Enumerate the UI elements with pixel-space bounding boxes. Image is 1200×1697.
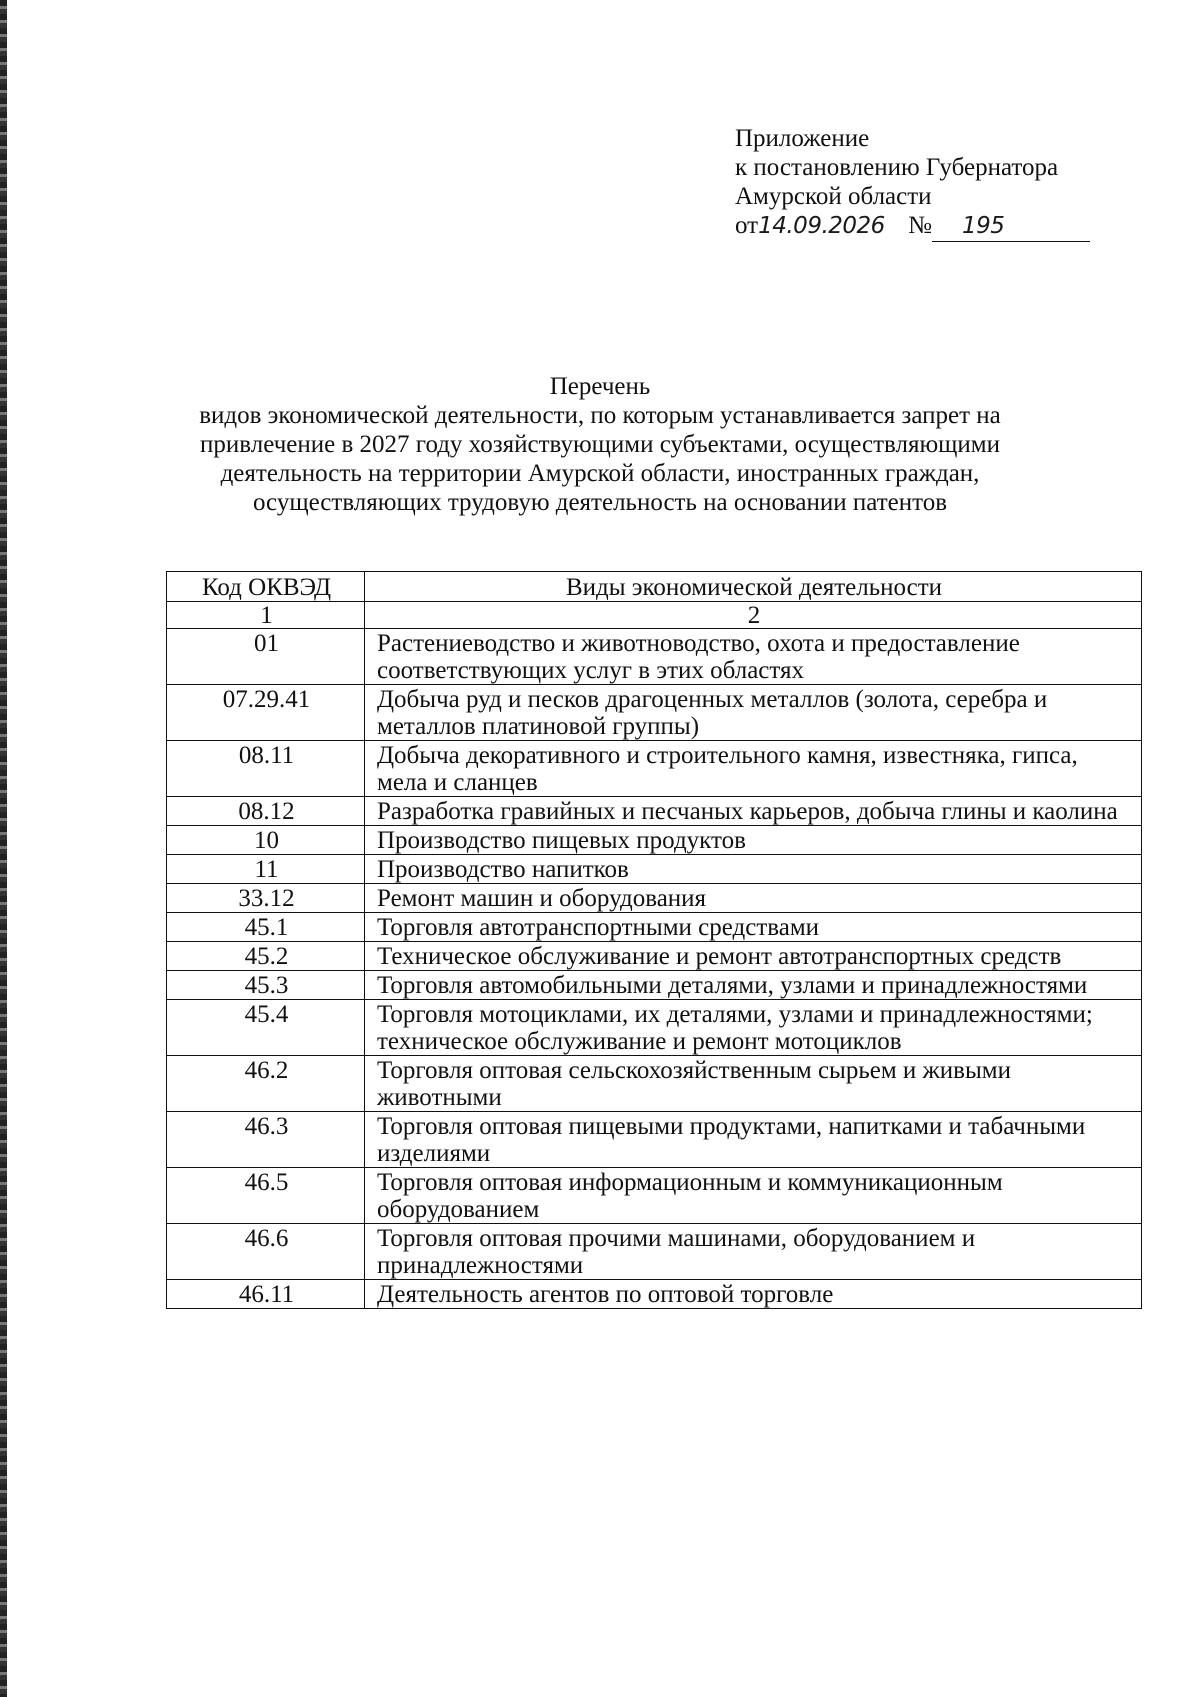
okved-code: 10 [167,826,365,855]
handwritten-date: 14.09.2026 [758,213,885,239]
activity-description: Торговля оптовая сельскохозяйственным сырьем и живыми животными [365,1056,1142,1112]
table-row [167,741,1142,797]
okved-code: 08.12 [167,797,365,826]
okved-code: 01 [167,629,365,685]
table-row [167,1224,1142,1280]
okved-code: 11 [167,855,365,884]
appendix-date-line [735,211,1090,242]
table-row [167,942,1142,971]
header-code: Код ОКВЭД [167,572,365,602]
activity-description: Техническое обслуживание и ремонт автотранспортных средств [365,942,1142,971]
okved-code: 07.29.41 [167,685,365,741]
activity-description: Растениеводство и животноводство, охота и предоставление соответствующих услуг в этих областях [365,629,1142,685]
okved-table [166,571,1142,1309]
column-number-row [167,602,1142,629]
table-row [167,855,1142,884]
okved-code: 46.2 [167,1056,365,1112]
activity-description: Производство напитков [365,855,1142,884]
okved-code: 33.12 [167,884,365,913]
document-title [150,372,1050,517]
table-row [167,797,1142,826]
title-heading: Перечень [549,373,651,400]
okved-code: 45.4 [167,1000,365,1056]
appendix-line-2: к постановлению Губернатора [735,154,1059,181]
appendix-line-3: Амурской области [735,183,932,210]
activity-description: Торговля автотранспортными средствами [365,913,1142,942]
activity-description: Ремонт машин и оборудования [365,884,1142,913]
table-row [167,1280,1142,1309]
activity-description: Торговля оптовая прочими машинами, оборудованием и принадлежностями [365,1224,1142,1280]
activity-description: Торговля мотоциклами, их деталями, узлами и принадлежностями; техническое обслуживание и ремонт мотоциклов [365,1000,1142,1056]
activity-description: Деятельность агентов по оптовой торговле [365,1280,1142,1309]
title-line-3: деятельность на территории Амурской области, иностранных граждан, [220,460,980,487]
activity-description: Торговля оптовая пищевыми продуктами, напитками и табачными изделиями [365,1112,1142,1168]
table-row [167,685,1142,741]
table-row [167,1168,1142,1224]
okved-code: 46.6 [167,1224,365,1280]
table-row [167,629,1142,685]
title-line-2: привлечение в 2027 году хозяйствующими субъектами, осуществляющими [200,431,1000,458]
table-row [167,913,1142,942]
activity-description: Добыча декоративного и строительного камня, известняка, гипса, мела и сланцев [365,741,1142,797]
table-row [167,826,1142,855]
okved-code: 45.2 [167,942,365,971]
okved-code: 08.11 [167,741,365,797]
okved-code: 46.11 [167,1280,365,1309]
handwritten-number: 195 [932,212,1090,242]
column-number-2: 2 [365,602,1142,629]
activity-description: Торговля оптовая информационным и коммуникационным оборудованием [365,1168,1142,1224]
table-row [167,971,1142,1000]
activity-description: Торговля автомобильными деталями, узлами и принадлежностями [365,971,1142,1000]
table-header-row [167,572,1142,602]
table-row [167,884,1142,913]
title-line-4: осуществляющих трудовую деятельность на основании патентов [252,489,948,516]
appendix-block [735,124,1090,242]
table-row [167,1112,1142,1168]
date-prefix: от [735,212,759,239]
okved-code: 46.5 [167,1168,365,1224]
activity-description: Добыча руд и песков драгоценных металлов (золота, серебра и металлов платиновой группы) [365,685,1142,741]
scan-edge [0,0,7,1697]
table-row [167,1056,1142,1112]
appendix-line-1: Приложение [735,125,870,152]
table-row [167,1000,1142,1056]
okved-code: 45.3 [167,971,365,1000]
activity-description: Разработка гравийных и песчаных карьеров, добыча глины и каолина [365,797,1142,826]
okved-code: 45.1 [167,913,365,942]
column-number-1: 1 [167,602,365,629]
header-activity: Виды экономической деятельности [365,572,1142,602]
title-line-1: видов экономической деятельности, по которым устанавливается запрет на [199,402,1001,429]
activity-description: Производство пищевых продуктов [365,826,1142,855]
okved-code: 46.3 [167,1112,365,1168]
number-prefix: № [908,212,932,239]
